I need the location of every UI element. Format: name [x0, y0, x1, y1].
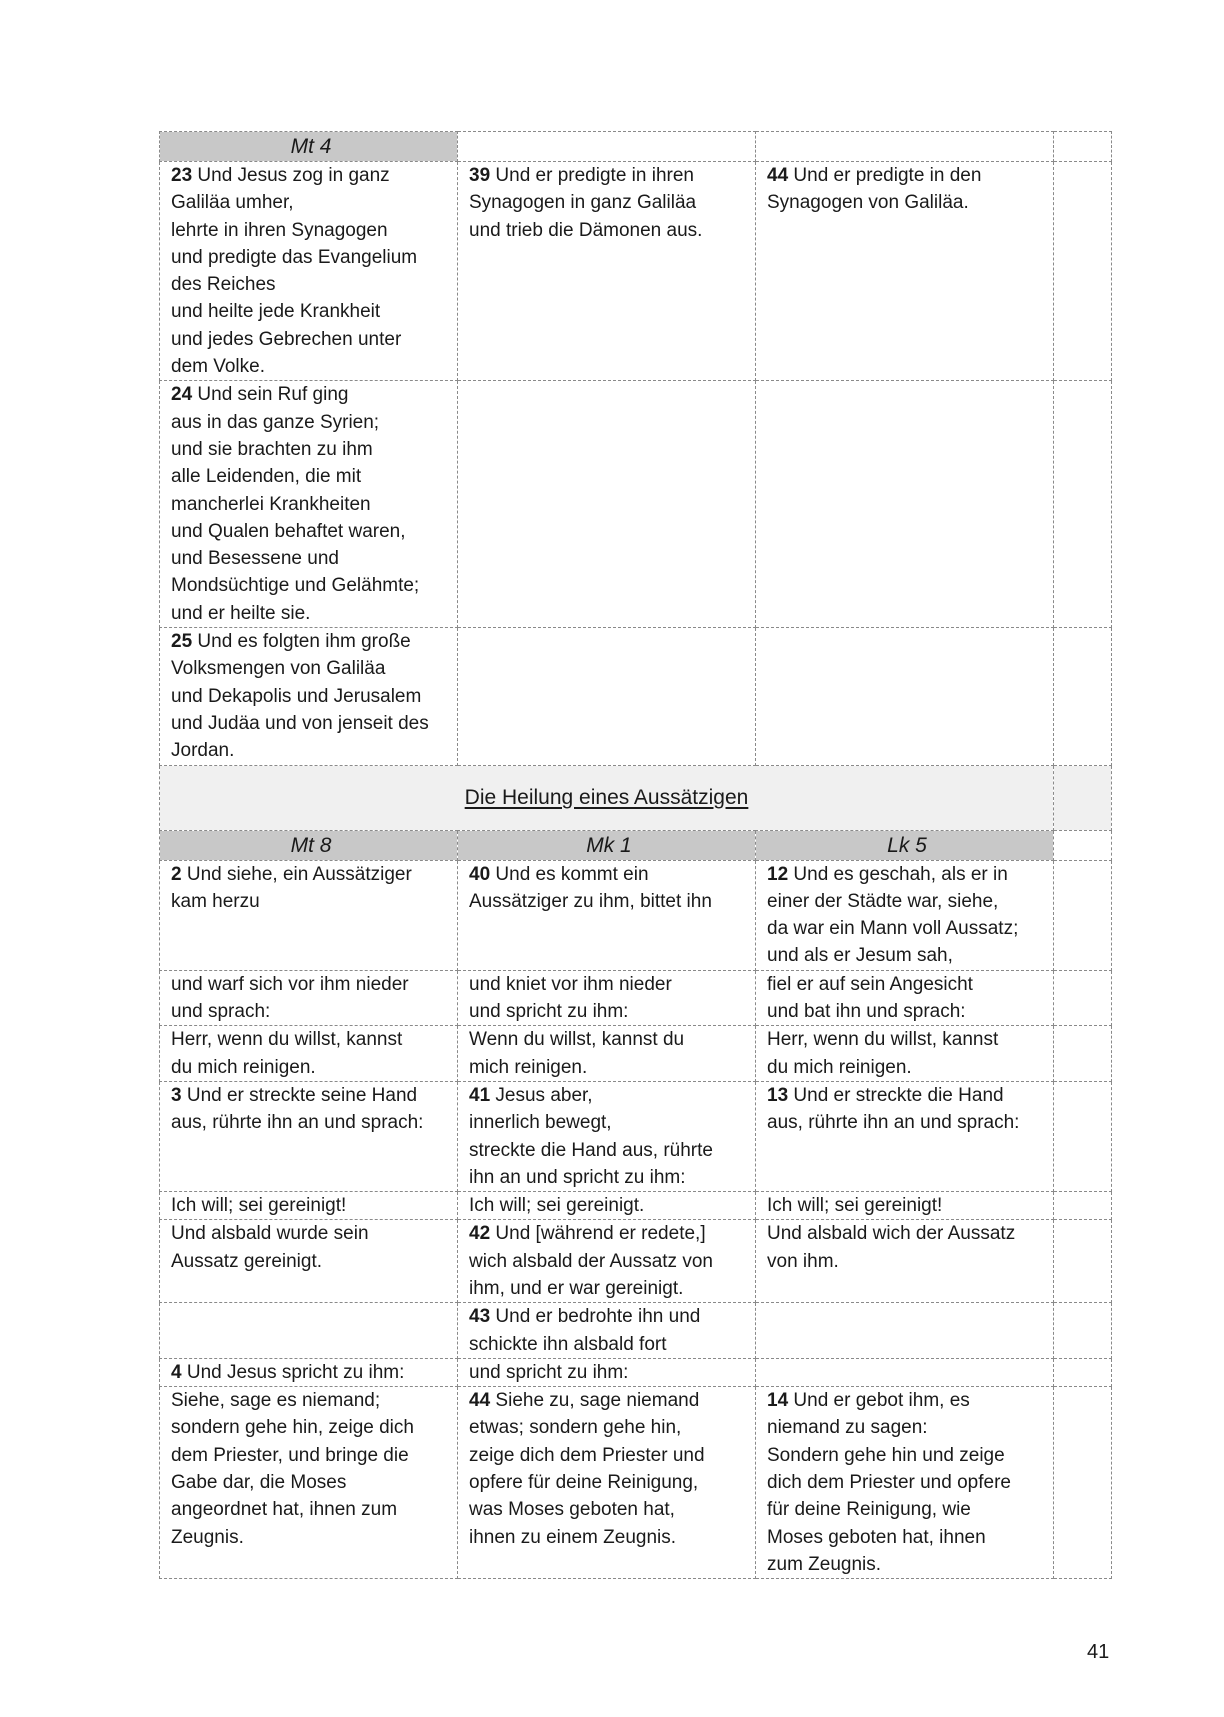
bottom-verse-row [160, 1303, 1112, 1359]
verse-text: Und er predigte in ihren Synagogen in ganz Galiläa und trieb die Dämonen aus. [469, 165, 703, 241]
verse-cell-mk [458, 1387, 756, 1579]
verse-number: 14 [767, 1390, 789, 1412]
verse-cell-mk [458, 970, 756, 1026]
verse-cell-mk [458, 1192, 756, 1220]
verse-number: 44 [767, 165, 789, 186]
verse-cell-mt [160, 1026, 458, 1082]
verse-cell-mt [160, 1358, 458, 1386]
margin-cell [1054, 132, 1112, 162]
margin-cell [1054, 628, 1112, 765]
verse-text: Und es folgten ihm große Volksmengen von Galiläa und Dekapolis und Jerusalem und Judäa und von jenseit des Jordan. [171, 631, 429, 762]
margin-cell [1054, 1081, 1112, 1191]
verse-number: 2 [171, 863, 182, 885]
top-verse-row [160, 162, 1112, 381]
column-header-mt: Mt 8 [160, 830, 458, 860]
verse-cell-lk [756, 628, 1054, 765]
page-number: 41 [1087, 1641, 1110, 1663]
verse-cell-mt [160, 1192, 458, 1220]
verse-number: 13 [767, 1084, 789, 1106]
verse-text: Und es kommt ein Aussätziger zu ihm, bittet ihn [469, 863, 712, 912]
verse-text: Und alsbald wich der Aussatz von ihm. [767, 1223, 1016, 1272]
synopsis-table [159, 131, 1112, 1579]
verse-text: Ich will; sei gereinigt! [171, 1195, 347, 1217]
column-header-mt: Mt 4 [160, 132, 458, 162]
column-header-mk: Mk 1 [458, 830, 756, 860]
verse-text: Ich will; sei gereinigt. [469, 1195, 645, 1217]
top-header-row [160, 132, 1112, 162]
verse-cell-lk [756, 381, 1054, 628]
verse-text: Und [während er redete,] wich alsbald der Aussatz von ihm, und er war gereinigt. [469, 1223, 713, 1299]
verse-cell-lk [756, 970, 1054, 1026]
verse-text: Und Jesus spricht zu ihm: [181, 1361, 405, 1383]
verse-cell-lk [756, 1220, 1054, 1303]
verse-number: 12 [767, 863, 789, 885]
margin-cell [1054, 860, 1112, 970]
margin-cell [1054, 381, 1112, 628]
verse-cell-mk [458, 381, 756, 628]
bottom-verse-row [160, 1220, 1112, 1303]
verse-number: 24 [171, 384, 193, 406]
verse-cell-lk [756, 1192, 1054, 1220]
verse-cell-mk [458, 1358, 756, 1386]
verse-cell-mt [160, 1220, 458, 1303]
verse-text: Und Jesus zog in ganz Galiläa umher, lehrte in ihren Synagogen und predigte das Evangelium des Reiches und heilte jede Krankheit und jedes Gebrechen unter dem Volke. [171, 165, 418, 378]
verse-cell-mk [458, 1303, 756, 1359]
verse-cell-lk [756, 1358, 1054, 1386]
verse-text: Und er gebot ihm, es niemand zu sagen: Sondern gehe hin und zeige dich dem Priester und opfere für deine Reinigung, wie Moses geboten hat, ihnen zum Zeugnis. [767, 1390, 1011, 1575]
margin-cell [1054, 1358, 1112, 1386]
verse-text: und spricht zu ihm: [469, 1361, 629, 1383]
verse-cell-mt [160, 628, 458, 765]
verse-text: Und es geschah, als er in einer der Städte war, siehe, da war ein Mann voll Aussatz; und als er Jesum sah, [767, 863, 1019, 967]
margin-cell [1054, 1303, 1112, 1359]
verse-text: fiel er auf sein Angesicht und bat ihn und sprach: [767, 973, 973, 1023]
verse-text: Und er streckte seine Hand aus, rührte ihn an und sprach: [171, 1084, 424, 1134]
verse-text: Und sein Ruf ging aus in das ganze Syrien; und sie brachten zu ihm alle Leidenden, die mit mancherlei Krankheiten und Qualen behaftet waren, und Besessene und Mondsüchtige und Gelähmte; und er heilte sie. [171, 384, 420, 624]
verse-cell-mt [160, 860, 458, 970]
verse-text: Und siehe, ein Aussätziger kam herzu [171, 863, 412, 912]
margin-cell [1054, 1192, 1112, 1220]
bottom-verse-row [160, 1192, 1112, 1220]
verse-number: 4 [171, 1361, 182, 1383]
verse-cell-mt [160, 970, 458, 1026]
section-title-row [160, 765, 1112, 830]
margin-cell [1054, 830, 1112, 860]
top-verse-row [160, 628, 1112, 765]
verse-text: Und alsbald wurde sein Aussatz gereinigt. [171, 1223, 369, 1272]
verse-text: Ich will; sei gereinigt! [767, 1195, 943, 1217]
verse-cell-mt [160, 162, 458, 381]
margin-cell [1054, 970, 1112, 1026]
verse-cell-mk [458, 162, 756, 381]
verse-text: und kniet vor ihm nieder und spricht zu ihm: [469, 973, 672, 1023]
verse-text: und warf sich vor ihm nieder und sprach: [171, 973, 409, 1023]
margin-cell [1054, 162, 1112, 381]
verse-cell-lk [756, 860, 1054, 970]
bottom-verse-row [160, 860, 1112, 970]
column-header-lk: Lk 5 [756, 830, 1054, 860]
bottom-verse-row [160, 1081, 1112, 1191]
verse-cell-mt [160, 381, 458, 628]
margin-cell [1054, 1026, 1112, 1082]
bottom-verse-row [160, 970, 1112, 1026]
verse-cell-mk [458, 628, 756, 765]
bottom-verse-row [160, 1387, 1112, 1579]
verse-number: 25 [171, 631, 193, 653]
verse-cell-mt [160, 1303, 458, 1359]
verse-text: Jesus aber, innerlich bewegt, streckte die Hand aus, rührte ihn an und spricht zu ihm: [469, 1084, 713, 1188]
margin-cell [1054, 1220, 1112, 1303]
verse-text: Und er predigte in den Synagogen von Galiläa. [767, 165, 982, 214]
column-header-lk [756, 132, 1054, 162]
margin-cell [1054, 765, 1112, 830]
verse-text: Siehe zu, sage niemand etwas; sondern gehe hin, zeige dich dem Priester und opfere für deine Reinigung, was Moses geboten hat, ihnen zu einem Zeugnis. [469, 1390, 705, 1548]
verse-number: 3 [171, 1084, 182, 1106]
verse-cell-mk [458, 1081, 756, 1191]
column-header-mk [458, 132, 756, 162]
verse-number: 42 [469, 1223, 491, 1245]
verse-number: 41 [469, 1084, 491, 1106]
section-title: Die Heilung eines Aussätzigen [464, 785, 749, 809]
verse-text: Und er bedrohte ihn und schickte ihn alsbald fort [469, 1306, 701, 1355]
verse-cell-mk [458, 1220, 756, 1303]
verse-text: Und er streckte die Hand aus, rührte ihn an und sprach: [767, 1084, 1020, 1134]
verse-cell-lk [756, 1387, 1054, 1579]
verse-cell-lk [756, 1081, 1054, 1191]
bottom-header-row [160, 830, 1112, 860]
bottom-verse-row [160, 1026, 1112, 1082]
verse-number: 23 [171, 165, 193, 186]
bottom-verse-row [160, 1358, 1112, 1386]
verse-cell-mk [458, 1026, 756, 1082]
verse-text: Herr, wenn du willst, kannst du mich reinigen. [171, 1029, 403, 1078]
verse-text: Herr, wenn du willst, kannst du mich reinigen. [767, 1029, 999, 1078]
top-verse-row [160, 381, 1112, 628]
verse-cell-lk [756, 162, 1054, 381]
verse-number: 44 [469, 1390, 491, 1412]
verse-text: Wenn du willst, kannst du mich reinigen. [469, 1029, 685, 1078]
margin-cell [1054, 1387, 1112, 1579]
verse-cell-mt [160, 1081, 458, 1191]
verse-number: 40 [469, 863, 491, 885]
verse-cell-mk [458, 860, 756, 970]
verse-number: 39 [469, 165, 491, 186]
verse-cell-lk [756, 1026, 1054, 1082]
verse-text: Siehe, sage es niemand; sondern gehe hin, zeige dich dem Priester, und bringe die Gabe dar, die Moses angeordnet hat, ihnen zum Zeugnis. [171, 1390, 414, 1548]
verse-number: 43 [469, 1306, 491, 1328]
verse-cell-mt [160, 1387, 458, 1579]
verse-cell-lk [756, 1303, 1054, 1359]
